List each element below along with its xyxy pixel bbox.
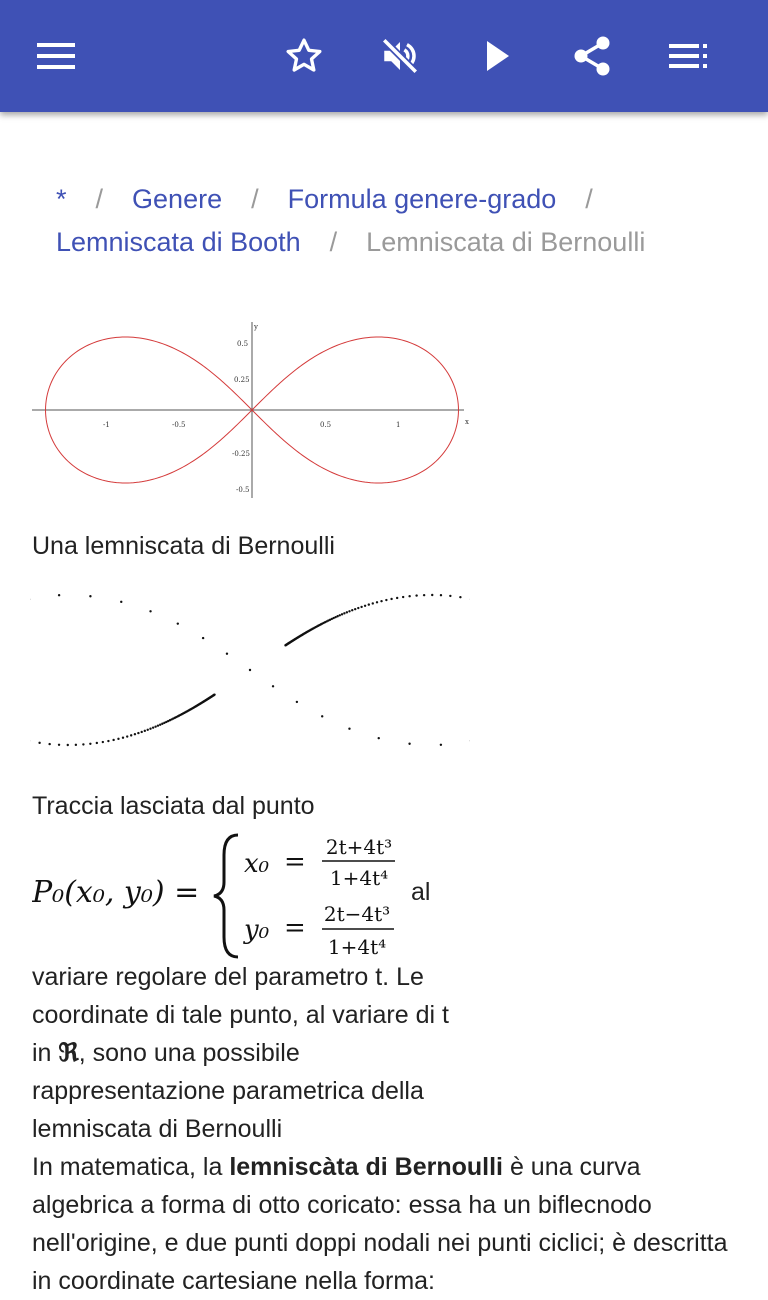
trace-dot xyxy=(102,741,104,743)
y-tick-label: -0.25 xyxy=(232,450,250,458)
breadcrumb-item-genere[interactable]: Genere xyxy=(132,184,222,214)
lemniscate-plot xyxy=(30,318,470,500)
toc-button[interactable] xyxy=(656,24,720,88)
left-brace xyxy=(214,835,238,957)
trace-dot xyxy=(272,685,274,687)
figure-caption: Traccia lasciata dal punto xyxy=(32,792,315,821)
trace-dot xyxy=(89,595,91,597)
point-trace-figure xyxy=(30,590,470,752)
volume-off-icon xyxy=(379,35,421,77)
x-axis-label: x xyxy=(465,418,469,426)
favorite-button[interactable] xyxy=(272,24,336,88)
trace-dot xyxy=(351,609,353,611)
trace-dot xyxy=(130,734,132,736)
app-bar xyxy=(0,0,768,112)
trace-dot xyxy=(137,732,139,734)
trace-dot xyxy=(360,606,362,608)
trace-dot xyxy=(440,594,442,596)
trace-dot xyxy=(152,726,154,728)
paragraph-text: In matematica, la xyxy=(32,1153,229,1181)
trace-dot xyxy=(58,744,60,746)
trace-dot xyxy=(213,693,215,695)
trace-dot xyxy=(459,596,461,598)
trace-dot xyxy=(159,723,161,725)
x-tick-label: 1 xyxy=(396,421,400,429)
paragraph-text: variare regolare del parametro t. Le coordinate di tale punto, al variare di t in xyxy=(32,963,449,1067)
trace-dot xyxy=(122,736,124,738)
menu-icon xyxy=(37,42,75,70)
trace-dot xyxy=(120,601,122,603)
breadcrumb-item-lemniscata-booth[interactable]: Lemniscata di Booth xyxy=(56,227,301,257)
paragraph-text: è una curva algebrica a forma di otto coricato: essa ha un biflecnodo nell'origine, e due punti doppi nodali nei punti ciclici; è descritta in coordinate cartesiane nella forma: xyxy=(32,1153,727,1295)
y-axis-label: y xyxy=(253,323,258,331)
trace-dot xyxy=(107,740,109,742)
breadcrumb-separator: / xyxy=(585,184,593,214)
parametric-formula xyxy=(32,830,452,960)
formula-trailing-text: al xyxy=(411,878,430,907)
trace-dot xyxy=(48,743,50,745)
trace-dot xyxy=(334,616,336,618)
trace-dot xyxy=(157,724,159,726)
trace-dot xyxy=(126,735,128,737)
star-icon xyxy=(284,36,324,76)
equals-sign: = xyxy=(284,913,306,943)
breadcrumb-item-root[interactable]: * xyxy=(56,184,67,214)
trace-dot xyxy=(149,610,151,612)
trace-dot xyxy=(440,744,442,746)
trace-dot xyxy=(147,729,149,731)
trace-dot xyxy=(378,737,380,739)
y-tick-label: 0.25 xyxy=(234,376,250,384)
y0-numerator: 2t−4t³ xyxy=(324,902,390,926)
trace-dot xyxy=(112,739,114,741)
trace-dot xyxy=(141,731,143,733)
play-button[interactable] xyxy=(466,24,530,88)
trace-dot xyxy=(354,608,356,610)
play-icon xyxy=(483,39,513,73)
toc-icon xyxy=(669,43,707,69)
trace-dot xyxy=(117,738,119,740)
trace-dot xyxy=(38,742,40,744)
trace-dot xyxy=(346,611,348,613)
share-button[interactable] xyxy=(560,24,624,88)
trace-dot xyxy=(226,653,228,655)
paragraph-text: , sono una possibile rappresentazione parametrica della lemniscata di Bernoulli xyxy=(32,1039,424,1143)
trace-dot xyxy=(343,612,345,614)
breadcrumb-separator: / xyxy=(251,184,259,214)
breadcrumb-item-formula-genere-grado[interactable]: Formula genere-grado xyxy=(288,184,557,214)
share-icon xyxy=(572,35,612,77)
trace-dot xyxy=(296,701,298,703)
paragraph-intro xyxy=(32,1148,732,1300)
y-tick-label: -0.5 xyxy=(236,486,250,494)
trace-dot xyxy=(415,594,417,596)
bold-term: lemniscàta di Bernoulli xyxy=(229,1153,503,1181)
trace-dot xyxy=(423,594,425,596)
trace-dot xyxy=(67,744,69,746)
trace-dot xyxy=(357,607,359,609)
trace-dot xyxy=(431,594,433,596)
mute-button[interactable] xyxy=(368,24,432,88)
trace-dot xyxy=(368,603,370,605)
figure-caption: Una lemniscata di Bernoulli xyxy=(32,532,335,561)
trace-dot xyxy=(249,669,251,671)
trace-dot xyxy=(408,595,410,597)
trace-dot xyxy=(390,598,392,600)
trace-dot xyxy=(202,637,204,639)
x0-variable: x₀ xyxy=(244,849,270,879)
breadcrumb xyxy=(56,178,746,264)
trace-dot xyxy=(75,744,77,746)
equals-sign: = xyxy=(284,847,306,877)
formula-lhs: P₀(x₀, y₀) = xyxy=(32,875,199,910)
paragraph-parametric xyxy=(32,958,472,1148)
breadcrumb-current: Lemniscata di Bernoulli xyxy=(366,227,645,257)
trace-dot xyxy=(408,743,410,745)
trace-dot xyxy=(372,602,374,604)
trace-dot xyxy=(336,615,338,617)
trace-dot xyxy=(149,728,151,730)
y0-denominator: 1+4t⁴ xyxy=(328,935,386,959)
menu-button[interactable] xyxy=(24,24,88,88)
x-tick-label: -1 xyxy=(103,421,110,429)
trace-dot xyxy=(341,613,343,615)
trace-dot xyxy=(364,605,366,607)
trace-dot xyxy=(82,743,84,745)
trace-dot xyxy=(396,597,398,599)
trace-dot xyxy=(58,594,60,596)
trace-dot xyxy=(161,723,163,725)
trace-dot xyxy=(321,715,323,717)
trace-dot xyxy=(154,725,156,727)
trace-dot xyxy=(348,727,350,729)
trace-dot xyxy=(177,622,179,624)
trace-dot xyxy=(376,601,378,603)
trace-dot xyxy=(89,743,91,745)
x-tick-label: -0.5 xyxy=(172,421,186,429)
trace-dot xyxy=(96,742,98,744)
trace-dot xyxy=(144,730,146,732)
breadcrumb-separator: / xyxy=(330,227,338,257)
trace-dot xyxy=(385,599,387,601)
real-numbers-symbol: ℜ xyxy=(58,1038,78,1067)
breadcrumb-separator: / xyxy=(96,184,104,214)
y-tick-label: 0.5 xyxy=(237,340,248,348)
x-tick-label: 0.5 xyxy=(320,421,331,429)
trace-dot xyxy=(449,595,451,597)
trace-dot xyxy=(380,600,382,602)
x0-numerator: 2t+4t³ xyxy=(326,835,392,859)
trace-dot xyxy=(134,733,136,735)
trace-dot xyxy=(402,596,404,598)
x0-denominator: 1+4t⁴ xyxy=(330,866,388,890)
y0-variable: y₀ xyxy=(243,915,270,945)
trace-dot xyxy=(339,614,341,616)
trace-dot xyxy=(348,610,350,612)
